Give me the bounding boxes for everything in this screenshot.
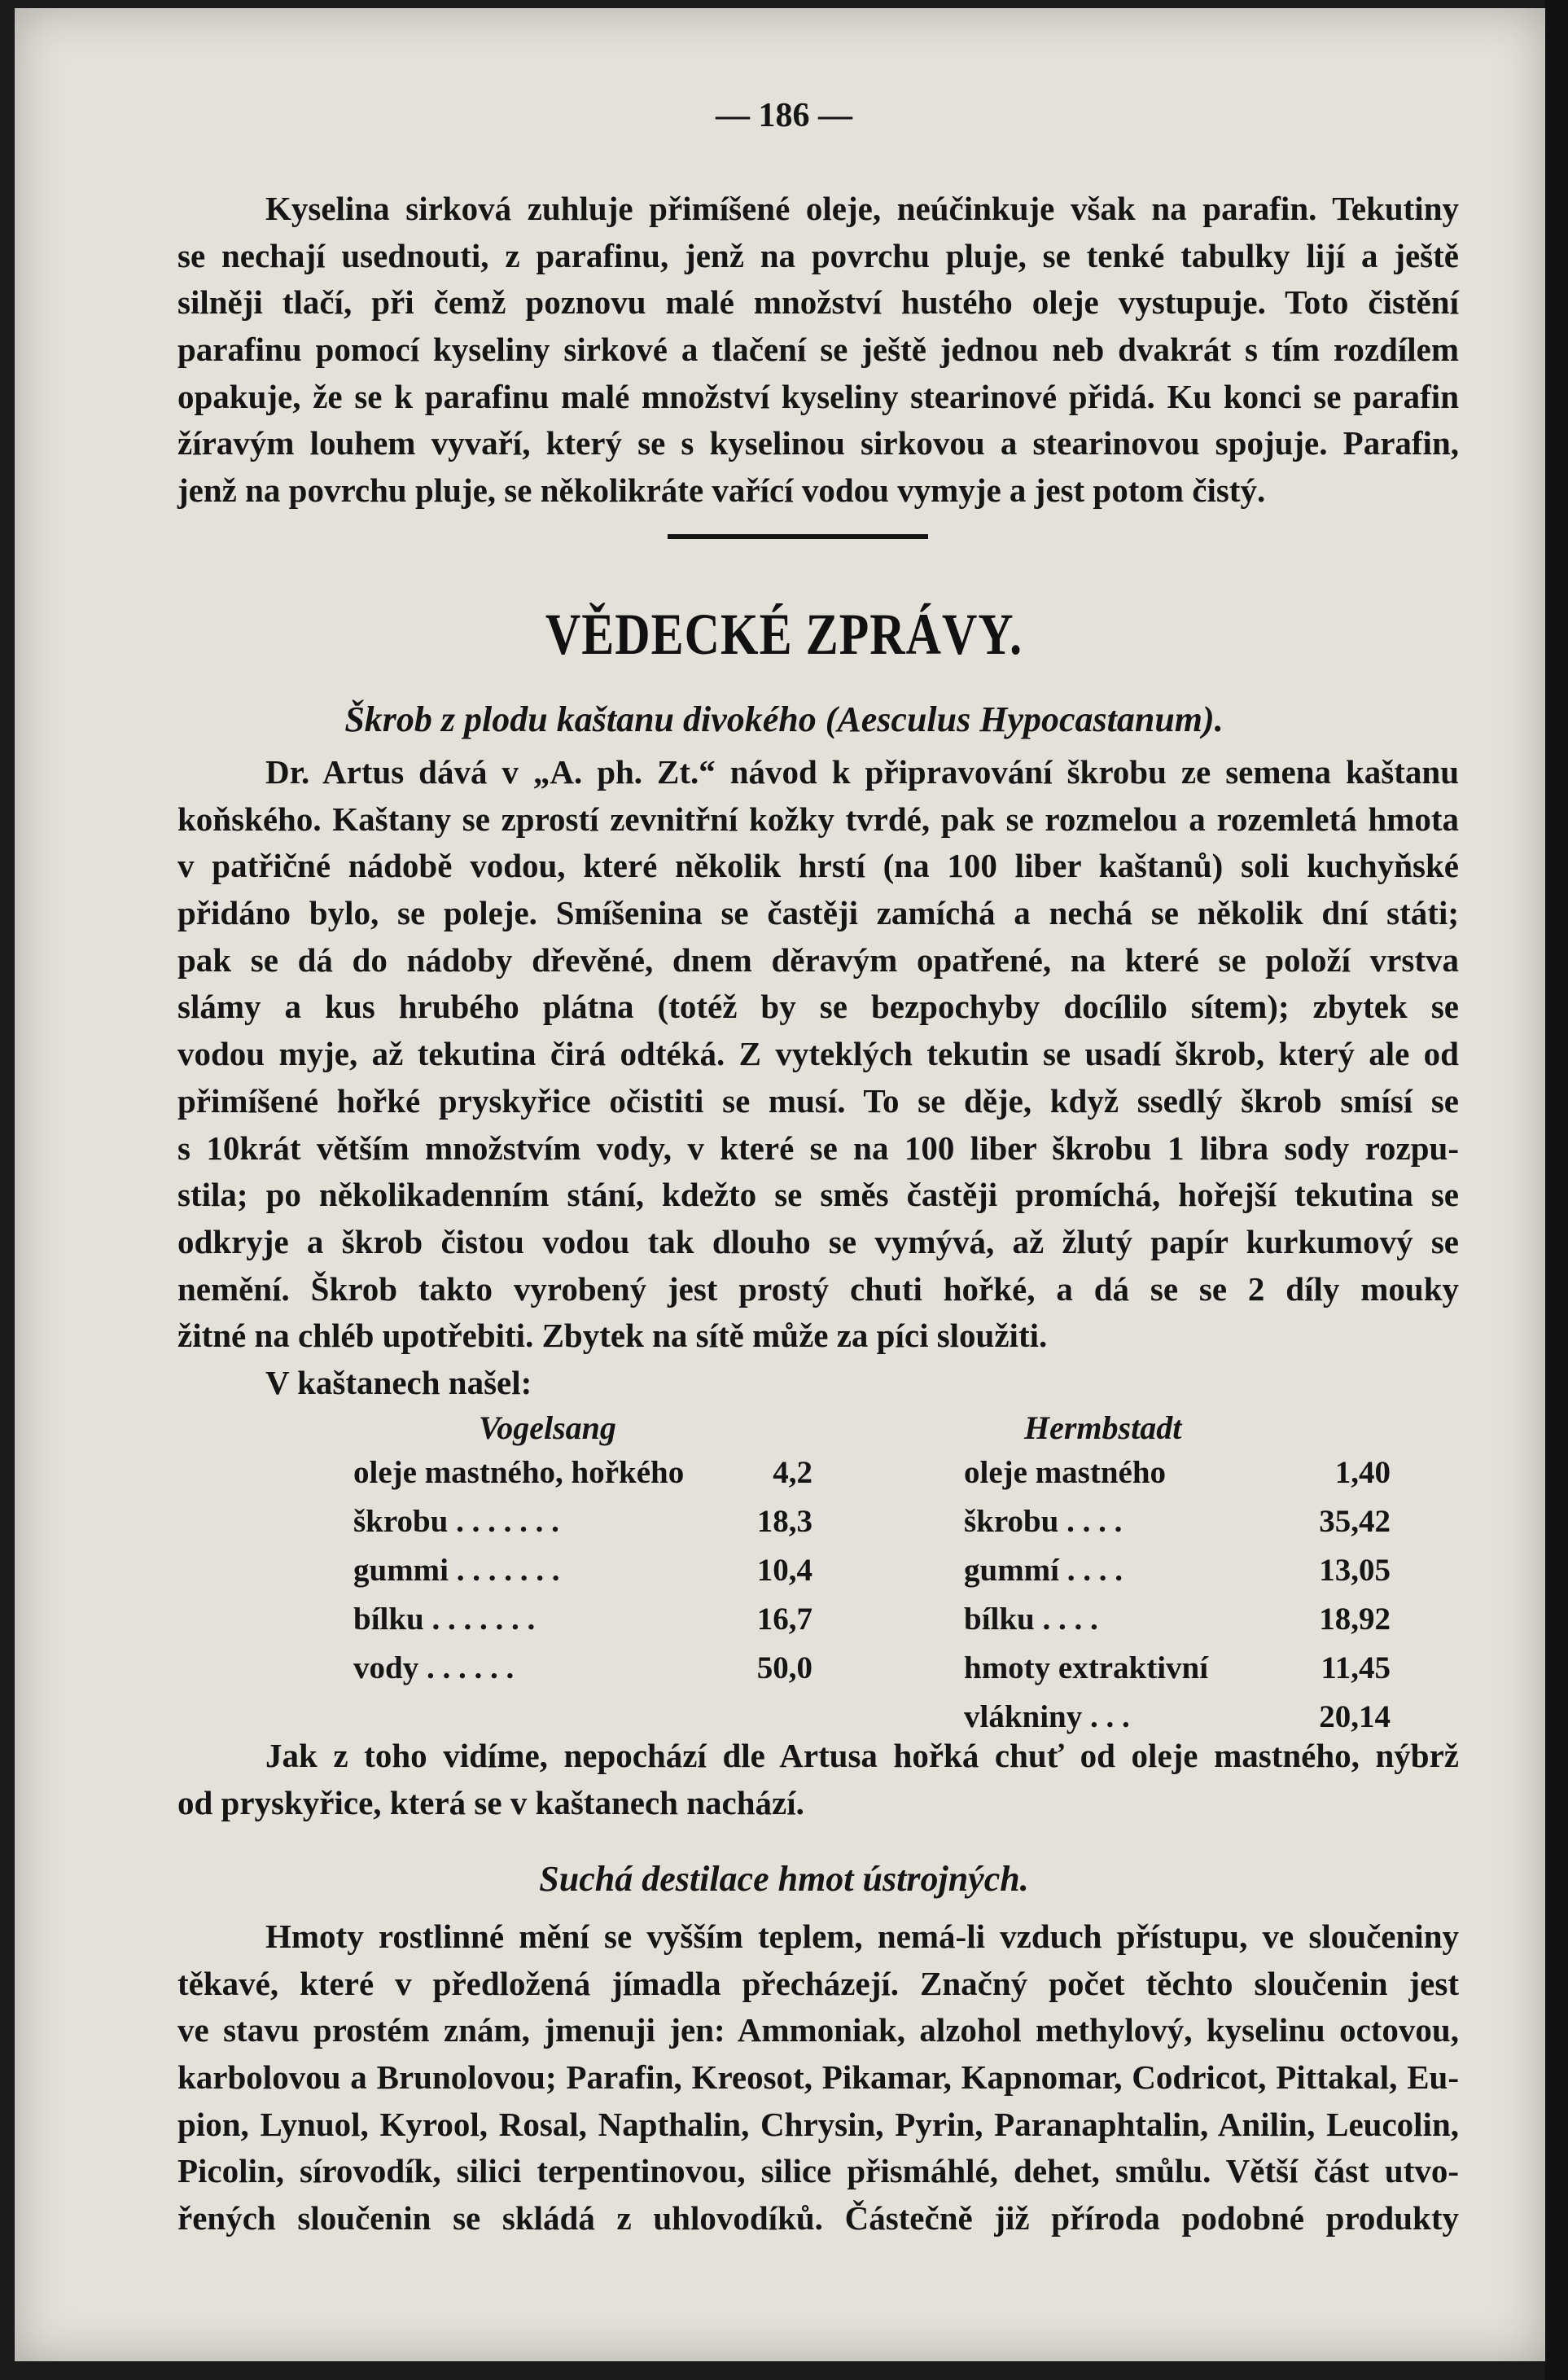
table-label: vlákniny . . . xyxy=(964,1699,1130,1734)
text-line: pion, Lynuol, Kyrool, Rosal, Napthalin, Chrysin, Pyrin, Paranaphtalin, Anilin, Leucolin, xyxy=(177,2105,1459,2143)
article-title-skrob: Škrob z plodu kaštanu divokého (Aesculus Hypocastanum). xyxy=(344,699,1224,739)
text-line: nemění. Škrob takto vyrobený jest prostý chuti hořké, a dá se se 2 díly mouky xyxy=(177,1269,1459,1308)
table-label: bílku . . . . . . . xyxy=(353,1602,536,1637)
text-line: jenž na povrchu pluje, se několikráte vařící vodou vymyje a jest potom čistý. xyxy=(177,471,1266,510)
table-value: 50,0 xyxy=(756,1650,812,1685)
text-line: od pryskyřice, která se v kaštanech nachází. xyxy=(177,1783,804,1821)
table-label: oleje mastného xyxy=(964,1455,1167,1490)
text-line: koňského. Kaštany se zprostí zevnitřní kožky tvrdé, pak se rozmelou a rozemletá hmota xyxy=(177,800,1459,838)
text-line: v patřičné nádobě vodou, které několik hrstí (na 100 liber kaštanů) soli kuchyňské xyxy=(177,847,1459,885)
section-divider xyxy=(668,534,928,539)
table-label: hmoty extraktivní xyxy=(964,1650,1209,1685)
text-line: vodou myje, až tekutina čirá odtéká. Z vyteklých tekutin se usadí škrob, který ale od xyxy=(177,1035,1459,1073)
text-line: silněji tlačí, při čemž poznovu malé množství hustého oleje vystupuje. Toto čistění xyxy=(177,283,1459,322)
section-heading: VĚDECKÉ ZPRÁVY. xyxy=(545,602,1023,667)
text-line: přimíšené hořké pryskyřice očistiti se musí. To se děje, když ssedlý škrob smísí se xyxy=(177,1081,1459,1120)
article-body-destilace xyxy=(177,1913,1459,2242)
text-line: žíravým louhem vyvaří, který se s kyselinou sirkovou a stearinovou spojuje. Parafin, xyxy=(177,424,1459,462)
text-line: odkryje a škrob čistou vodou tak dlouho se vymývá, až žlutý papír kurkumový se xyxy=(177,1222,1459,1260)
table-value: 20,14 xyxy=(1319,1699,1391,1734)
text-line: ve stavu prostém znám, jmenuji jen: Ammoniak, alzohol methylový, kyselinu octovou, xyxy=(177,2011,1459,2049)
table-value: 4,2 xyxy=(773,1455,812,1490)
column-header-vogelsang: Vogelsang xyxy=(479,1409,616,1446)
text-line: parafinu pomocí kyseliny sirkové a tlačení se ještě jednou neb dvakrát s tím rozdílem xyxy=(177,331,1459,369)
text-line: řených sloučenin se skládá z uhlovodíků. Částečně již příroda podobné produkty xyxy=(177,2199,1459,2238)
text-line: Hmoty rostlinné mění se vyšším teplem, nemá-li vzduch přístupu, ve sloučeniny xyxy=(265,1918,1459,1955)
article-title-destilace: Suchá destilace hmot ústrojných. xyxy=(539,1859,1029,1899)
column-header-hermbstadt: Hermbstadt xyxy=(1024,1409,1182,1446)
text-line: Picolin, sírovodík, silici terpentinovou, silice přismáhlé, dehet, smůlu. Větší část utvo- xyxy=(177,2152,1459,2190)
table-value: 11,45 xyxy=(1321,1650,1391,1685)
table-intro: V kaštanech našel: xyxy=(265,1363,532,1401)
text-line: Dr. Artus dává v „A. ph. Zt.“ návod k připravování škrobu ze semena kaštanu xyxy=(265,753,1459,791)
table-value: 13,05 xyxy=(1319,1553,1391,1588)
table-label: gummi . . . . . . . xyxy=(353,1553,560,1588)
table-label: gummí . . . . xyxy=(964,1553,1123,1588)
table-label: škrobu . . . . xyxy=(964,1504,1123,1539)
table-value: 1,40 xyxy=(1334,1455,1391,1490)
table-value: 10,4 xyxy=(756,1553,812,1588)
text-line: se nechají usednouti, z parafinu, jenž na povrchu pluje, se tenké tabulky lijí a ještě xyxy=(177,236,1459,274)
article-conclusion xyxy=(177,1733,1459,1826)
text-line: pak se dá do nádoby dřevěné, dnem děravým opatřené, na které se položí vrstva xyxy=(177,940,1459,979)
table-label: vody . . . . . . xyxy=(353,1650,515,1685)
paragraph-parafin xyxy=(177,186,1459,515)
text-line: těkavé, které v předložená jímadla přecházejí. Značný počet těchto sloučenin jest xyxy=(177,1964,1459,2002)
table-value: 18,92 xyxy=(1319,1602,1391,1637)
text-line: s 10krát větším množstvím vody, v které se na 100 liber škrobu 1 libra sody rozpu- xyxy=(177,1129,1459,1167)
text-line: Jak z toho vidíme, nepochází dle Artusa hořká chuť od oleje mastného, nýbrž xyxy=(265,1737,1459,1774)
table-value: 18,3 xyxy=(756,1504,812,1539)
text-line: stila; po několikadenním stání, kdežto se směs častěji promíchá, hořejší tekutina se xyxy=(177,1176,1459,1214)
article-body-skrob xyxy=(177,749,1459,1407)
table-label: škrobu . . . . . . . xyxy=(353,1504,559,1539)
table-label: bílku . . . . xyxy=(964,1602,1098,1637)
text-line: Kyselina sirková zuhluje přimíšené oleje, neúčinkuje však na parafin. Tekutiny xyxy=(265,190,1459,227)
table-label: oleje mastného, hořkého xyxy=(353,1455,685,1490)
table-value: 16,7 xyxy=(756,1602,812,1637)
table-value: 35,42 xyxy=(1319,1504,1391,1539)
text-line: karbolovou a Brunolovou; Parafin, Kreosot, Pikamar, Kapnomar, Codricot, Pittakal, Eu- xyxy=(177,2058,1459,2097)
page-number: — 186 — xyxy=(716,97,852,134)
scan-edge xyxy=(1545,0,1568,2380)
text-line: přidáno bylo, se poleje. Smíšenina se častěji zamíchá a nechá se několik dní státi; xyxy=(177,894,1459,932)
text-line: slámy a kus hrubého plátna (totéž by se bezpochyby docílilo sítem); zbytek se xyxy=(177,988,1459,1026)
text-line: žitné na chléb upotřebiti. Zbytek na sítě může za píci sloužiti. xyxy=(177,1317,1048,1355)
text-line: opakuje, že se k parafinu malé množství kyseliny stearinové přidá. Ku konci se parafin xyxy=(177,377,1459,415)
